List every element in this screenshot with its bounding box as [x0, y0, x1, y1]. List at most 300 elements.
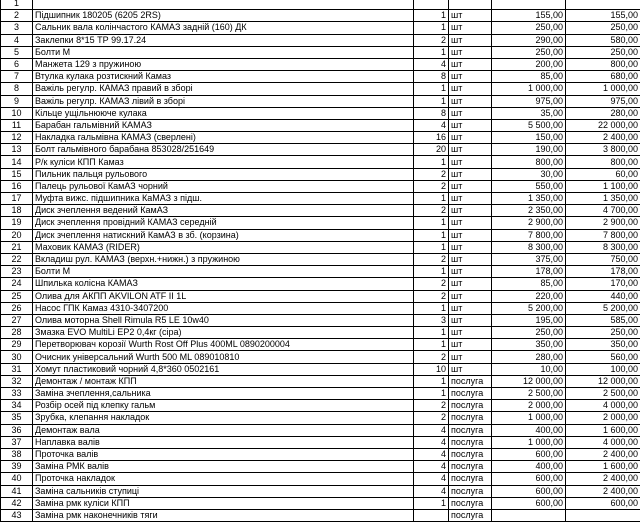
item-name-cell: Маховик КАМАЗ (RIDER)	[33, 241, 414, 253]
table-row	[1, 95, 640, 107]
item-name-cell: Р/к куліси КПП Камаз	[33, 156, 414, 168]
quantity-cell: 2	[414, 34, 449, 46]
item-name-cell: Наплавка валів	[33, 436, 414, 448]
table-row	[1, 302, 640, 314]
row-number-cell: 5	[1, 46, 33, 58]
sum-cell: 100,00	[566, 363, 640, 375]
table-row	[1, 180, 640, 192]
quantity-cell	[414, 509, 449, 521]
price-cell: 30,00	[492, 168, 566, 180]
item-name-cell: Заміна рмк наконечників тяги	[33, 509, 414, 521]
table-row	[1, 339, 640, 351]
sum-cell: 350,00	[566, 339, 640, 351]
quantity-cell: 1	[414, 46, 449, 58]
table-row	[1, 217, 640, 229]
item-name-cell: Диск зчеплення натискний КамАЗ в зб. (корзина)	[33, 229, 414, 241]
sum-cell: 1 600,00	[566, 461, 640, 473]
table-row	[1, 327, 640, 339]
row-number-cell: 43	[1, 509, 33, 521]
unit-cell: послуга	[449, 412, 492, 424]
item-name-cell: Диск зчеплення ведений КамАЗ	[33, 205, 414, 217]
item-name-cell: Накладка гальмівна КАМАЗ (сверлені)	[33, 132, 414, 144]
table-row	[1, 351, 640, 363]
price-cell: 975,00	[492, 95, 566, 107]
quantity-cell: 8	[414, 107, 449, 119]
quantity-cell: 1	[414, 10, 449, 22]
sum-cell: 7 800,00	[566, 229, 640, 241]
row-number-cell: 3	[1, 22, 33, 34]
quantity-cell: 2	[414, 168, 449, 180]
price-cell: 5 200,00	[492, 302, 566, 314]
row-number-cell: 32	[1, 375, 33, 387]
price-cell: 85,00	[492, 278, 566, 290]
unit-cell: шт	[449, 156, 492, 168]
table-row	[1, 168, 640, 180]
row-number-cell: 41	[1, 485, 33, 497]
unit-cell: шт	[449, 229, 492, 241]
sum-cell: 1 600,00	[566, 424, 640, 436]
quantity-cell	[414, 0, 449, 10]
quantity-cell: 1	[414, 327, 449, 339]
sum-cell: 3 800,00	[566, 144, 640, 156]
item-name-cell: Олива для АКПП AKVILON ATF II 1L	[33, 290, 414, 302]
quantity-cell: 10	[414, 363, 449, 375]
table-row	[1, 266, 640, 278]
row-number-cell: 8	[1, 83, 33, 95]
item-name-cell: Манжета 129 з пружиною	[33, 58, 414, 70]
unit-cell: шт	[449, 314, 492, 326]
sum-cell	[566, 509, 640, 521]
sum-cell: 5 200,00	[566, 302, 640, 314]
price-cell: 5 500,00	[492, 119, 566, 131]
unit-cell: шт	[449, 10, 492, 22]
quantity-cell: 20	[414, 144, 449, 156]
unit-cell: шт	[449, 302, 492, 314]
quantity-cell: 1	[414, 217, 449, 229]
quantity-cell: 1	[414, 497, 449, 509]
table-row	[1, 412, 640, 424]
table-row	[1, 58, 640, 70]
item-name-cell: Болти М	[33, 266, 414, 278]
row-number-cell: 24	[1, 278, 33, 290]
quantity-cell: 1	[414, 229, 449, 241]
table-row	[1, 424, 640, 436]
quantity-cell: 2	[414, 351, 449, 363]
table-row	[1, 34, 640, 46]
sum-cell: 440,00	[566, 290, 640, 302]
sum-cell: 250,00	[566, 22, 640, 34]
price-cell: 35,00	[492, 107, 566, 119]
quantity-cell: 1	[414, 339, 449, 351]
unit-cell: послуга	[449, 448, 492, 460]
item-name-cell: Шпилька колісна КАМАЗ	[33, 278, 414, 290]
price-cell: 190,00	[492, 144, 566, 156]
price-cell: 1 000,00	[492, 412, 566, 424]
price-cell: 2 000,00	[492, 400, 566, 412]
sum-cell: 2 500,00	[566, 388, 640, 400]
item-name-cell: Олива моторна Shell Rimula R5 LE 10w40	[33, 314, 414, 326]
item-name-cell: Підшипник 180205 (6205 2RS)	[33, 10, 414, 22]
item-name-cell: Хомут пластиковий чорний 4,8*360 0502161	[33, 363, 414, 375]
table-row	[1, 229, 640, 241]
table-row	[1, 253, 640, 265]
item-name-cell: Демонтаж / монтаж КПП	[33, 375, 414, 387]
price-cell: 290,00	[492, 34, 566, 46]
quantity-cell: 3	[414, 314, 449, 326]
unit-cell: послуга	[449, 375, 492, 387]
sum-cell: 1 350,00	[566, 193, 640, 205]
table-row	[1, 144, 640, 156]
sum-cell: 1 000,00	[566, 83, 640, 95]
sum-cell: 2 400,00	[566, 448, 640, 460]
row-number-cell: 26	[1, 302, 33, 314]
table-row	[1, 119, 640, 131]
price-cell: 150,00	[492, 132, 566, 144]
item-name-cell: Перетворювач корозії Wurth Rost Off Plus 400ML 0890200004	[33, 339, 414, 351]
table-row	[1, 193, 640, 205]
row-number-cell: 31	[1, 363, 33, 375]
sum-cell: 2 400,00	[566, 485, 640, 497]
sum-cell: 680,00	[566, 71, 640, 83]
row-number-cell: 33	[1, 388, 33, 400]
unit-cell: шт	[449, 22, 492, 34]
unit-cell: шт	[449, 83, 492, 95]
table-row	[1, 509, 640, 521]
sum-cell: 250,00	[566, 327, 640, 339]
quantity-cell: 4	[414, 424, 449, 436]
table-row	[1, 22, 640, 34]
price-cell: 85,00	[492, 71, 566, 83]
table-row	[1, 485, 640, 497]
row-number-cell: 4	[1, 34, 33, 46]
sum-cell: 2 400,00	[566, 132, 640, 144]
unit-cell: шт	[449, 193, 492, 205]
item-name-cell: Болти М	[33, 46, 414, 58]
sum-cell: 1 100,00	[566, 180, 640, 192]
price-cell: 1 350,00	[492, 193, 566, 205]
unit-cell: шт	[449, 71, 492, 83]
unit-cell: шт	[449, 339, 492, 351]
unit-cell: послуга	[449, 509, 492, 521]
quantity-cell: 1	[414, 266, 449, 278]
table-row	[1, 497, 640, 509]
quantity-cell: 1	[414, 22, 449, 34]
unit-cell: послуга	[449, 497, 492, 509]
item-name-cell: Проточка накладок	[33, 473, 414, 485]
sum-cell: 8 300,00	[566, 241, 640, 253]
price-cell: 8 300,00	[492, 241, 566, 253]
row-number-cell: 2	[1, 10, 33, 22]
price-cell: 200,00	[492, 58, 566, 70]
price-cell: 2 500,00	[492, 388, 566, 400]
item-name-cell: Заклепки 8*15 ТР 99.17.24	[33, 34, 414, 46]
row-number-cell: 29	[1, 339, 33, 351]
row-number-cell: 25	[1, 290, 33, 302]
price-cell: 250,00	[492, 327, 566, 339]
quantity-cell: 1	[414, 83, 449, 95]
item-name-cell: Насос ГПК Камаз 4310-3407200	[33, 302, 414, 314]
item-name-cell: Вкладиш рул. КАМАЗ (верхн.+нижн.) з пружиною	[33, 253, 414, 265]
table-row	[1, 241, 640, 253]
price-cell: 195,00	[492, 314, 566, 326]
sum-cell: 155,00	[566, 10, 640, 22]
item-name-cell: Змазка EVO MultiLi EP2 0,4кг (сіра)	[33, 327, 414, 339]
table-row	[1, 205, 640, 217]
quantity-cell: 1	[414, 156, 449, 168]
table-row	[1, 388, 640, 400]
row-number-cell: 9	[1, 95, 33, 107]
price-cell: 155,00	[492, 10, 566, 22]
sum-cell: 4 000,00	[566, 436, 640, 448]
price-cell: 550,00	[492, 180, 566, 192]
row-number-cell: 27	[1, 314, 33, 326]
row-number-cell: 22	[1, 253, 33, 265]
sum-cell	[566, 0, 640, 10]
table-row	[1, 83, 640, 95]
row-number-cell: 12	[1, 132, 33, 144]
unit-cell	[449, 0, 492, 10]
item-name-cell: Заміна сальників ступиці	[33, 485, 414, 497]
unit-cell: шт	[449, 217, 492, 229]
item-name-cell: Заміна рмк куліси КПП	[33, 497, 414, 509]
unit-cell: шт	[449, 107, 492, 119]
unit-cell: послуга	[449, 388, 492, 400]
row-number-cell: 15	[1, 168, 33, 180]
price-cell: 600,00	[492, 485, 566, 497]
quantity-cell: 1	[414, 375, 449, 387]
unit-cell: шт	[449, 46, 492, 58]
item-name-cell: Сальник вала колінчастого КАМАЗ задній (160) ДК	[33, 22, 414, 34]
unit-cell: шт	[449, 266, 492, 278]
price-cell: 400,00	[492, 461, 566, 473]
price-cell: 600,00	[492, 448, 566, 460]
unit-cell: шт	[449, 351, 492, 363]
sum-cell: 800,00	[566, 58, 640, 70]
price-cell: 600,00	[492, 473, 566, 485]
unit-cell: послуга	[449, 400, 492, 412]
sum-cell: 60,00	[566, 168, 640, 180]
table-row	[1, 461, 640, 473]
quantity-cell: 4	[414, 436, 449, 448]
quantity-cell: 2	[414, 205, 449, 217]
unit-cell: шт	[449, 363, 492, 375]
price-cell: 10,00	[492, 363, 566, 375]
price-cell: 7 800,00	[492, 229, 566, 241]
table-row	[1, 290, 640, 302]
quantity-cell: 2	[414, 278, 449, 290]
row-number-cell: 6	[1, 58, 33, 70]
item-name-cell: Кільце ущільнююче кулака	[33, 107, 414, 119]
sum-cell: 750,00	[566, 253, 640, 265]
price-cell: 280,00	[492, 351, 566, 363]
quantity-cell: 8	[414, 71, 449, 83]
sum-cell: 22 000,00	[566, 119, 640, 131]
quantity-cell: 4	[414, 473, 449, 485]
item-name-cell: Заміна зчеплення,сальника	[33, 388, 414, 400]
table-row	[1, 278, 640, 290]
price-cell: 12 000,00	[492, 375, 566, 387]
sum-cell: 12 000,00	[566, 375, 640, 387]
sum-cell: 2 000,00	[566, 412, 640, 424]
row-number-cell: 7	[1, 71, 33, 83]
unit-cell: шт	[449, 119, 492, 131]
quantity-cell: 1	[414, 388, 449, 400]
row-number-cell: 23	[1, 266, 33, 278]
price-cell: 600,00	[492, 497, 566, 509]
unit-cell: шт	[449, 180, 492, 192]
price-cell	[492, 0, 566, 10]
item-name-cell: Пильник пальця рульового	[33, 168, 414, 180]
item-name-cell: Заміна РМК валів	[33, 461, 414, 473]
unit-cell: шт	[449, 327, 492, 339]
sum-cell: 2 900,00	[566, 217, 640, 229]
row-number-cell: 36	[1, 424, 33, 436]
quantity-cell: 1	[414, 302, 449, 314]
unit-cell: послуга	[449, 424, 492, 436]
price-cell: 250,00	[492, 46, 566, 58]
unit-cell: шт	[449, 241, 492, 253]
table-row	[1, 363, 640, 375]
price-cell: 375,00	[492, 253, 566, 265]
price-cell: 1 000,00	[492, 436, 566, 448]
unit-cell: шт	[449, 168, 492, 180]
row-number-cell: 11	[1, 119, 33, 131]
table-row	[1, 10, 640, 22]
item-name-cell: Палець рульової КамАЗ чорний	[33, 180, 414, 192]
unit-cell: шт	[449, 34, 492, 46]
table-row	[1, 314, 640, 326]
row-number-cell: 10	[1, 107, 33, 119]
quantity-cell: 4	[414, 119, 449, 131]
row-number-cell: 35	[1, 412, 33, 424]
item-name-cell: Болт гальмівного барабана 853028/251649	[33, 144, 414, 156]
item-name-cell: Демонтаж вала	[33, 424, 414, 436]
unit-cell: послуга	[449, 473, 492, 485]
unit-cell: шт	[449, 132, 492, 144]
table-row	[1, 71, 640, 83]
quantity-cell: 2	[414, 412, 449, 424]
quantity-cell: 4	[414, 448, 449, 460]
sum-cell: 2 400,00	[566, 473, 640, 485]
unit-cell: шт	[449, 58, 492, 70]
quantity-cell: 4	[414, 58, 449, 70]
row-number-cell: 21	[1, 241, 33, 253]
row-number-cell: 39	[1, 461, 33, 473]
row-number-cell: 28	[1, 327, 33, 339]
unit-cell: послуга	[449, 485, 492, 497]
sum-cell: 280,00	[566, 107, 640, 119]
price-cell: 400,00	[492, 424, 566, 436]
sum-cell: 585,00	[566, 314, 640, 326]
price-cell: 178,00	[492, 266, 566, 278]
unit-cell: шт	[449, 290, 492, 302]
row-number-cell: 16	[1, 180, 33, 192]
item-name-cell: Муфта вижс. підшипника КаМАЗ з підш.	[33, 193, 414, 205]
quantity-cell: 1	[414, 193, 449, 205]
row-number-cell: 40	[1, 473, 33, 485]
price-cell: 350,00	[492, 339, 566, 351]
row-number-cell: 38	[1, 448, 33, 460]
sum-cell: 580,00	[566, 34, 640, 46]
sum-cell: 178,00	[566, 266, 640, 278]
invoice-table-body	[1, 0, 640, 522]
price-cell: 2 350,00	[492, 205, 566, 217]
sum-cell: 560,00	[566, 351, 640, 363]
unit-cell: шт	[449, 253, 492, 265]
row-number-cell: 1	[1, 0, 33, 10]
quantity-cell: 2	[414, 290, 449, 302]
table-row	[1, 107, 640, 119]
item-name-cell: Проточка валів	[33, 448, 414, 460]
row-number-cell: 37	[1, 436, 33, 448]
table-row	[1, 400, 640, 412]
table-row	[1, 156, 640, 168]
price-cell: 2 900,00	[492, 217, 566, 229]
table-row	[1, 473, 640, 485]
quantity-cell: 2	[414, 180, 449, 192]
item-name-cell: Втулка кулака розтискний Камаз	[33, 71, 414, 83]
unit-cell: послуга	[449, 436, 492, 448]
table-row	[1, 0, 640, 10]
table-row	[1, 375, 640, 387]
quantity-cell: 4	[414, 485, 449, 497]
sum-cell: 800,00	[566, 156, 640, 168]
sum-cell: 600,00	[566, 497, 640, 509]
item-name-cell: Важіль регулр. КАМАЗ правий в зборі	[33, 83, 414, 95]
quantity-cell: 4	[414, 461, 449, 473]
item-name-cell: Диск зчеплення провідний КАМАЗ середній	[33, 217, 414, 229]
sum-cell: 4 700,00	[566, 205, 640, 217]
item-name-cell: Барабан гальмівний КАМАЗ	[33, 119, 414, 131]
sum-cell: 170,00	[566, 278, 640, 290]
quantity-cell: 1	[414, 95, 449, 107]
row-number-cell: 18	[1, 205, 33, 217]
table-row	[1, 448, 640, 460]
price-cell: 1 000,00	[492, 83, 566, 95]
item-name-cell: Важіль регулр. КАМАЗ лівий в зборі	[33, 95, 414, 107]
price-cell: 800,00	[492, 156, 566, 168]
sum-cell: 4 000,00	[566, 400, 640, 412]
sum-cell: 250,00	[566, 46, 640, 58]
price-cell	[492, 509, 566, 521]
row-number-cell: 17	[1, 193, 33, 205]
table-row	[1, 132, 640, 144]
item-name-cell: Очисник універсальний Wurth 500 ML 089010810	[33, 351, 414, 363]
item-name-cell: Розбір осей під клепку гальм	[33, 400, 414, 412]
row-number-cell: 42	[1, 497, 33, 509]
quantity-cell: 2	[414, 400, 449, 412]
price-cell: 250,00	[492, 22, 566, 34]
row-number-cell: 30	[1, 351, 33, 363]
row-number-cell: 13	[1, 144, 33, 156]
quantity-cell: 1	[414, 241, 449, 253]
quantity-cell: 2	[414, 253, 449, 265]
unit-cell: шт	[449, 95, 492, 107]
row-number-cell: 19	[1, 217, 33, 229]
row-number-cell: 14	[1, 156, 33, 168]
item-name-cell: Зрубка, клепання накладок	[33, 412, 414, 424]
price-cell: 220,00	[492, 290, 566, 302]
unit-cell: послуга	[449, 461, 492, 473]
unit-cell: шт	[449, 205, 492, 217]
unit-cell: шт	[449, 278, 492, 290]
row-number-cell: 34	[1, 400, 33, 412]
sum-cell: 975,00	[566, 95, 640, 107]
table-row	[1, 46, 640, 58]
unit-cell: шт	[449, 144, 492, 156]
quantity-cell: 16	[414, 132, 449, 144]
row-number-cell: 20	[1, 229, 33, 241]
